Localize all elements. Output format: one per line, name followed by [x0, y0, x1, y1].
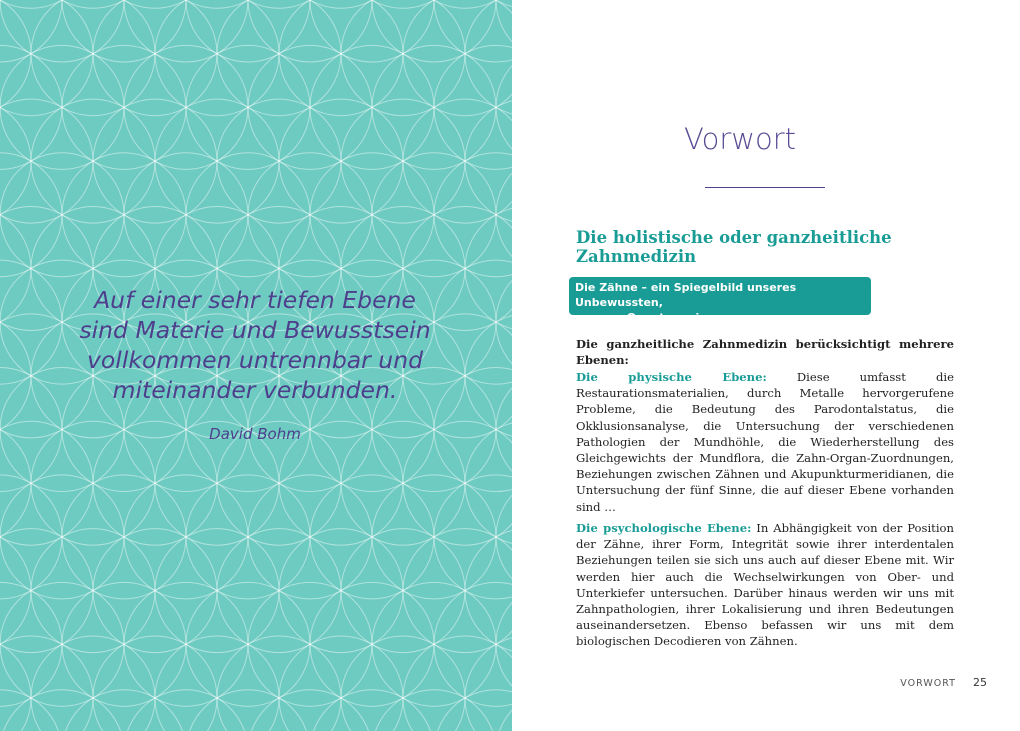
pattern-circle: [0, 421, 31, 545]
pattern-circle: [0, 99, 31, 223]
pattern-circle: [465, 421, 512, 545]
pattern-circle: [434, 153, 512, 277]
pattern-circle: [0, 0, 124, 62]
highlight-line: unserer Quantenuniversen.: [575, 311, 746, 324]
title-divider: [705, 187, 825, 188]
pattern-circle: [0, 153, 62, 277]
pattern-circle: [465, 206, 512, 330]
pattern-circle: [0, 314, 31, 438]
pattern-circle: [496, 475, 512, 599]
pattern-circle: [248, 0, 372, 62]
quote-text: [40, 285, 470, 405]
pattern-circle: [434, 690, 512, 731]
pattern-circle: [62, 0, 186, 62]
pattern-circle: [0, 0, 31, 116]
pattern-circle: [0, 582, 62, 706]
pattern-circle: [341, 0, 465, 8]
right-page-text: [512, 0, 1020, 731]
pattern-circle: [403, 99, 512, 223]
paragraph-term: Die physische Ebene:: [576, 370, 767, 384]
pattern-circle: [0, 45, 62, 169]
pattern-circle: [217, 0, 341, 8]
pattern-circle: [465, 314, 512, 438]
highlight-line: Die Zähne – ein Spiegelbild unseres Unbewussten,: [575, 281, 797, 309]
pattern-circle: [93, 0, 217, 8]
quote-line: Auf einer sehr tiefen Ebene: [94, 286, 416, 314]
pattern-circle: [0, 690, 124, 731]
page-title: Vorwort: [683, 122, 796, 156]
pattern-circle: [186, 0, 310, 62]
quote-line: vollkommen untrennbar und: [87, 346, 423, 374]
pattern-circle: [310, 0, 434, 62]
pattern-circle: [372, 0, 496, 62]
lead-sentence: Die ganzheitliche Zahnmedizin berücksichtigt mehrere Ebenen:: [576, 337, 954, 368]
pattern-circle: [434, 475, 512, 599]
pattern-circle: [434, 45, 512, 169]
pattern-circle: [0, 206, 31, 330]
pattern-circle: [496, 582, 512, 706]
pattern-circle: [31, 0, 155, 8]
pattern-circle: [496, 368, 512, 492]
pattern-circle: [279, 0, 403, 8]
pattern-circle: [248, 690, 372, 731]
pattern-circle: [0, 0, 31, 8]
page-folio: [900, 671, 987, 690]
quote-line: sind Materie und Bewusstsein: [79, 316, 431, 344]
pattern-circle: [310, 690, 434, 731]
pattern-circle: [124, 0, 248, 62]
pattern-circle: [434, 582, 512, 706]
pattern-circle: [155, 0, 279, 8]
paragraph-term: Die psychologische Ebene:: [576, 521, 752, 535]
pattern-circle: [0, 475, 62, 599]
quote-author: David Bohm: [209, 425, 301, 443]
paragraph-text: In Abhängigkeit von der Position der Zähne, ihrer Form, Integrität sowie ihrer interdentalen Beziehungen teilen sie sich uns auch auf dieser Ebene mit. Wir werden hier auch die Wechselwirkungen von Ober- und Unterkiefer untersuchen. Darüber hinaus werden wir uns mit Zahnpathologien, ihrer Lokalisierung und ihren Bedeutungen auseinandersetzen. Ebenso befassen wir uns mit dem biologischen Decodieren von Zähnen.: [576, 521, 954, 649]
pattern-circle: [496, 45, 512, 169]
pattern-circle: [465, 99, 512, 223]
pattern-circle: [62, 690, 186, 731]
pattern-circle: [496, 153, 512, 277]
pattern-circle: [0, 0, 93, 116]
pattern-circle: [186, 690, 310, 731]
quote-block: [40, 285, 470, 443]
pattern-circle: [465, 529, 512, 653]
pattern-circle: [124, 690, 248, 731]
pattern-circle: [372, 690, 496, 731]
pattern-circle: [0, 529, 31, 653]
paragraph-text: Diese umfasst die Restaurationsmaterialien, durch Metalle hervorgerufene Probleme, die Bedeutung des Parodontalstatus, die Okklusionsanalyse, die Untersuchung der verschiedenen Pathologien der Mundhöhle, die Wiederherstellung des Gleichgewichts der Mundflora, die Zahn-Organ-Zuordnungen, Beziehungen zwischen Zähnen und Akupunkturmeridianen, die Untersuchung der fünf Sinne, die auf dieser Ebene vorhanden sind …: [576, 370, 954, 514]
highlight-callout: [569, 277, 871, 324]
paragraph-physical-level: [576, 369, 954, 515]
section-heading: Die holistische oder ganzheitliche Zahnmedizin: [576, 228, 892, 266]
pattern-circle: [496, 0, 512, 62]
page-number: 25: [973, 676, 987, 689]
pattern-circle: [496, 690, 512, 731]
quote-line: miteinander verbunden.: [112, 376, 398, 404]
pattern-circle: [403, 529, 512, 653]
running-header-label: VORWORT: [900, 678, 956, 689]
pattern-circle: [496, 260, 512, 384]
paragraph-psychological-level: [576, 520, 954, 650]
